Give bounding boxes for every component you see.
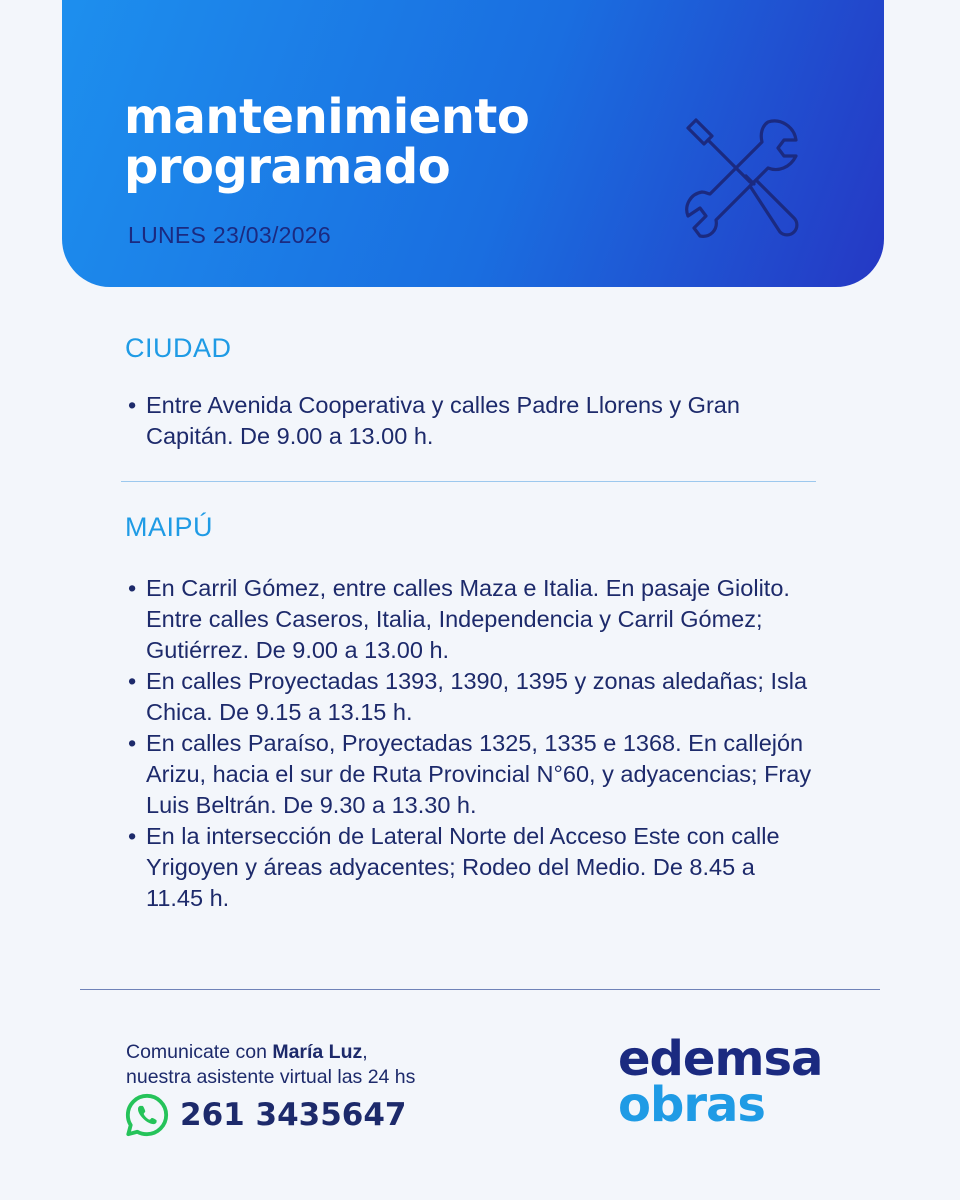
phone-row[interactable] [124, 1092, 407, 1138]
contact-line-2: nuestra asistente virtual las 24 hs [126, 1066, 416, 1088]
brand-line-1: edemsa [618, 1031, 823, 1087]
contact-prefix: Comunicate con [126, 1041, 273, 1063]
list-item: • En la intersección de Lateral Norte del Acceso Este con calle Yrigoyen y áreas adyacentes; Rodeo del Medio. De 8.45 a 11.45 h. [128, 821, 818, 914]
footer-divider [80, 989, 880, 990]
maipu-list [128, 573, 818, 914]
section-title-maipu: MAIPÚ [125, 512, 214, 542]
assistant-name: María Luz [272, 1041, 363, 1063]
title-line-1: mantenimiento [124, 89, 530, 145]
brand-line-2: obras [618, 1077, 765, 1133]
list-item: • En calles Paraíso, Proyectadas 1325, 1335 e 1368. En callejón Arizu, hacia el sur de Ruta Provincial N°60, y adyacencias; Fray Luis Beltrán. De 9.30 a 13.30 h. [128, 728, 818, 821]
tools-icon [676, 110, 808, 242]
list-item: • En calles Proyectadas 1393, 1390, 1395 y zonas aledañas; Isla Chica. De 9.15 a 13.15 h. [128, 666, 818, 728]
ciudad-list [128, 390, 818, 452]
brand-logo [618, 1031, 823, 1133]
section-title-ciudad: CIUDAD [125, 333, 232, 363]
list-item: • Entre Avenida Cooperativa y calles Padre Llorens y Gran Capitán. De 9.00 a 13.00 h. [128, 390, 818, 452]
page-title [124, 89, 644, 195]
section-divider [121, 481, 816, 482]
date-label: LUNES 23/03/2026 [128, 222, 331, 248]
contact-text [126, 1040, 415, 1090]
list-item: • En Carril Gómez, entre calles Maza e Italia. En pasaje Giolito. Entre calles Caseros, Italia, Independencia y Carril Gómez; Gutiérrez. De 9.00 a 13.00 h. [128, 573, 818, 666]
contact-suffix: , [362, 1041, 368, 1063]
title-line-2: programado [124, 139, 451, 195]
whatsapp-icon [124, 1092, 170, 1138]
phone-number[interactable]: 261 3435647 [180, 1097, 407, 1133]
